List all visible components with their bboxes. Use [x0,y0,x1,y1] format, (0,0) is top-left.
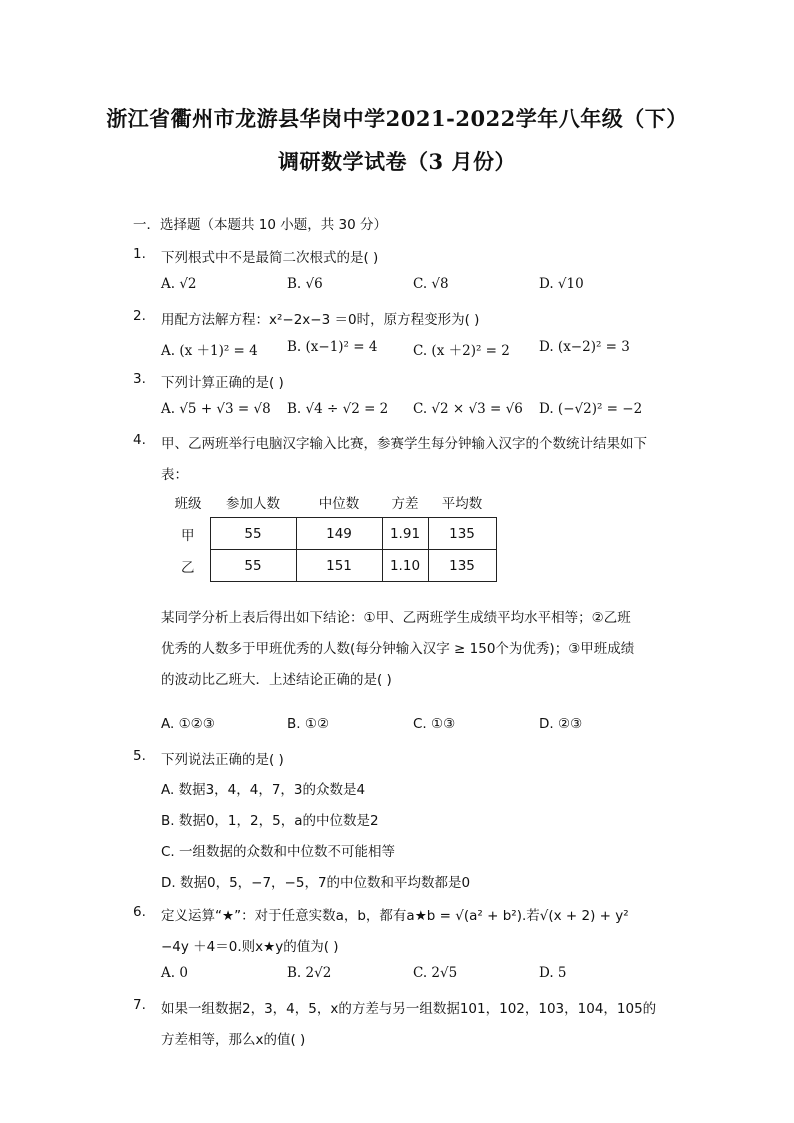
question-number: 5. [133,748,146,764]
question-stem-line2: 方差相等，那么x的值( ) [161,1032,306,1048]
option-b: B. 数据0，1，2，5，a的中位数是2 [161,813,379,829]
question-stem: 下列计算正确的是( ) [161,375,284,391]
analysis-line3: 的波动比乙班大．上述结论正确的是( ) [161,672,392,688]
question-stem-line2: −4y ＋4＝0.则x★y的值为( ) [161,939,339,955]
table-row [166,550,496,582]
option-a: A. 0 [161,965,188,981]
question-stem: 用配方法解方程：x²−2x−3 ＝0时，原方程变形为( ) [161,312,480,328]
question-number: 1. [133,246,146,262]
option-b: B. √6 [287,276,323,292]
option-a: A. ①②③ [161,716,215,732]
option-d: D. (−√2)² = −2 [539,401,643,417]
question-stem-line2: 表： [161,467,188,483]
question-number: 4. [133,432,146,448]
table-cell: 135 [428,550,496,582]
option-a: A. √2 [161,276,197,292]
score-statistics-table [166,486,497,582]
table-cell: 149 [296,518,382,550]
option-d: D. √10 [539,276,584,292]
table-cell: 135 [428,518,496,550]
option-b: B. ①② [287,716,330,732]
option-d: D. 5 [539,965,567,981]
table-cell: 1.91 [382,518,428,550]
option-c: C. 一组数据的众数和中位数不可能相等 [161,844,396,860]
table-header: 中位数 [318,495,360,512]
option-c: C. (x ＋2)² = 2 [413,343,510,359]
option-c: C. 2√5 [413,965,458,981]
option-b: B. 2√2 [287,965,332,981]
option-b: B. (x−1)² = 4 [287,339,378,355]
table-cell: 乙 [181,559,195,576]
exam-title-line2: 调研数学试卷（3 月份） [278,149,516,174]
option-d: D. (x−2)² = 3 [539,339,630,355]
question-number: 6. [133,904,146,920]
table-row [166,518,496,550]
question-number: 2. [133,308,146,324]
analysis-line1: 某同学分析上表后得出如下结论：①甲、乙两班学生成绩平均水平相等；②乙班 [161,610,631,626]
option-c: C. √2 × √3 = √6 [413,401,523,417]
table-header: 参加人数 [226,495,280,512]
table-cell: 55 [210,550,296,582]
option-d: D. 数据0，5，−7，−5，7的中位数和平均数都是0 [161,875,471,891]
exam-title-line1: 浙江省衢州市龙游县华岗中学2021-2022学年八年级（下） [106,106,688,131]
question-stem-line1: 定义运算“★”：对于任意实数a，b，都有a★b = √(a² + b²).若√(x + 2) + y² [161,908,629,924]
table-header: 方差 [391,495,419,512]
table-header-row [166,486,496,518]
option-c: C. ①③ [413,716,456,732]
question-stem: 下列根式中不是最简二次根式的是( ) [161,250,379,266]
table-header: 平均数 [441,495,483,512]
table-cell: 151 [296,550,382,582]
section-heading: 一．选择题（本题共 10 小题，共 30 分） [133,217,388,233]
option-b: B. √4 ÷ √2 = 2 [287,401,389,417]
table-cell: 甲 [181,527,195,544]
question-number: 3. [133,371,146,387]
question-number: 7. [133,997,146,1013]
table-cell: 55 [210,518,296,550]
option-a: A. √5 + √3 = √8 [161,401,271,417]
option-a: A. 数据3，4，4，7，3的众数是4 [161,782,366,798]
question-stem: 下列说法正确的是( ) [161,752,284,768]
table-header: 班级 [174,495,202,512]
option-d: D. ②③ [539,716,583,732]
option-c: C. √8 [413,276,449,292]
analysis-line2: 优秀的人数多于甲班优秀的人数(每分钟输入汉字 ≥ 150个为优秀)；③甲班成绩 [161,641,635,657]
question-stem-line1: 甲、乙两班举行电脑汉字输入比赛，参赛学生每分钟输入汉字的个数统计结果如下 [161,436,647,452]
table-cell: 1.10 [382,550,428,582]
question-stem-line1: 如果一组数据2，3，4，5，x的方差与另一组数据101，102，103，104，105的 [161,1001,657,1017]
option-a: A. (x ＋1)² = 4 [161,343,258,359]
